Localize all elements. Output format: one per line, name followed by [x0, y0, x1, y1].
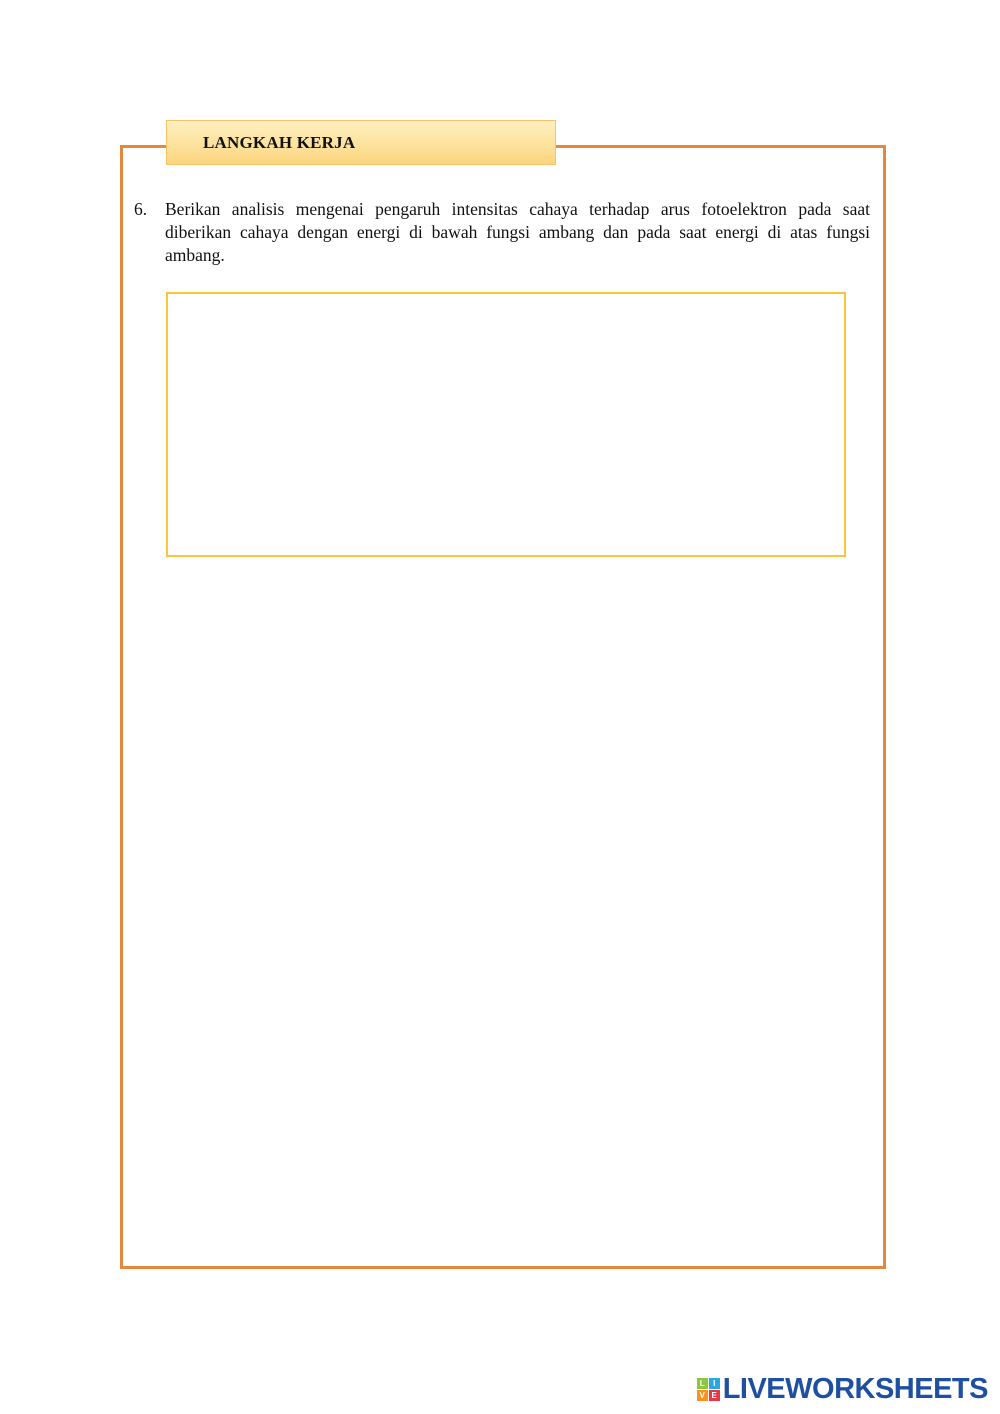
liveworksheets-logo — [697, 1373, 988, 1406]
logo-letter-e: E — [709, 1390, 720, 1401]
logo-letter-i: I — [709, 1378, 720, 1389]
brand-text: LIVEWORKSHEETS — [722, 1373, 988, 1405]
logo-letter-l: L — [697, 1378, 708, 1389]
liveworksheets-icon — [697, 1378, 720, 1401]
question-text: Berikan analisis mengenai pengaruh intensitas cahaya terhadap arus fotoelektron pada saat diberikan cahaya dengan energi di bawah fungsi ambang dan pada saat energi di atas fungsi ambang. — [165, 199, 870, 265]
section-header-tab — [166, 120, 556, 165]
section-title: LANGKAH KERJA — [203, 132, 356, 152]
logo-letter-v: V — [697, 1390, 708, 1401]
answer-input-box[interactable] — [166, 292, 846, 557]
question-number: 6. — [134, 199, 148, 219]
question-item — [134, 198, 870, 267]
